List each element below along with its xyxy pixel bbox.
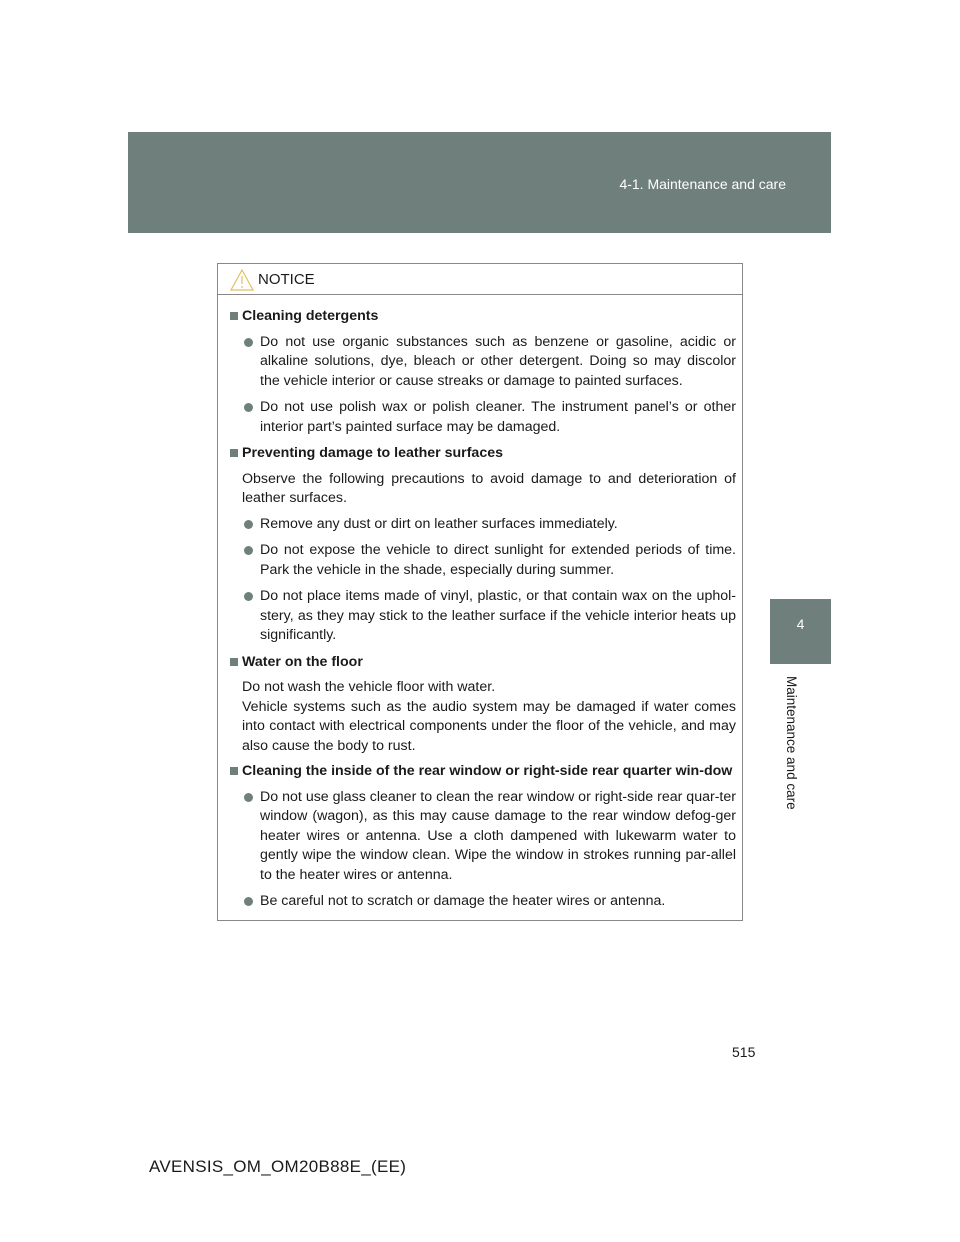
chapter-number: 4	[796, 616, 805, 632]
list-item: Do not place items made of vinyl, plastic, or that contain wax on the uphol-stery, as they may stick to the leather surface if the vehicle interior heats up significantly.	[228, 587, 736, 646]
notice-box	[217, 263, 743, 921]
list-item: Do not use polish wax or polish cleaner. The instrument panel’s or other interior part’s painted surface may be damaged.	[228, 398, 736, 437]
header-band	[128, 132, 831, 233]
paragraph: Observe the following precautions to avoid damage to and deterioration of leather surfaces.	[242, 470, 736, 506]
section-heading: Cleaning the inside of the rear window or right-side rear quarter win-dow	[228, 762, 736, 782]
warning-icon	[230, 269, 254, 291]
paragraph: Do not wash the vehicle floor with water.	[242, 679, 496, 695]
list-item: Remove any dust or dirt on leather surfaces immediately.	[228, 515, 736, 535]
notice-header	[218, 264, 742, 295]
paragraph: Vehicle systems such as the audio system may be damaged if water comes into contact with electrical components under the floor of the vehicle, and may also cause the body to rust.	[242, 698, 736, 754]
section-title: 4-1. Maintenance and care	[619, 176, 786, 192]
section-heading: Water on the floor	[228, 653, 736, 673]
section-heading: Preventing damage to leather surfaces	[228, 444, 736, 464]
list-item: Do not expose the vehicle to direct sunlight for extended periods of time. Park the vehicle in the shade, especially during summer.	[228, 541, 736, 580]
list-item: Be careful not to scratch or damage the heater wires or antenna.	[228, 892, 736, 912]
notice-title: NOTICE	[258, 271, 315, 288]
list-item: Do not use organic substances such as benzene or gasoline, acidic or alkaline solutions, dye, bleach or other detergent. Doing so may discolor the vehicle interior or cause streaks or damage to painted surfaces.	[228, 333, 736, 392]
page-number: 515	[732, 1044, 756, 1060]
document-code: AVENSIS_OM_OM20B88E_(EE)	[149, 1157, 407, 1176]
notice-body	[218, 295, 742, 912]
list-item: Do not use glass cleaner to clean the rear window or right-side rear quar-ter window (wagon), as this may cause damage to the rear window defog-ger heater wires or antenna. Use a cloth dampened with lukewarm water to gently wipe the window clean. Wipe the window in strokes running par-allel to the heater wires or antenna.	[228, 788, 736, 886]
chapter-label: Maintenance and care	[784, 676, 799, 810]
chapter-tab	[770, 599, 831, 664]
section-heading: Cleaning detergents	[228, 307, 736, 327]
